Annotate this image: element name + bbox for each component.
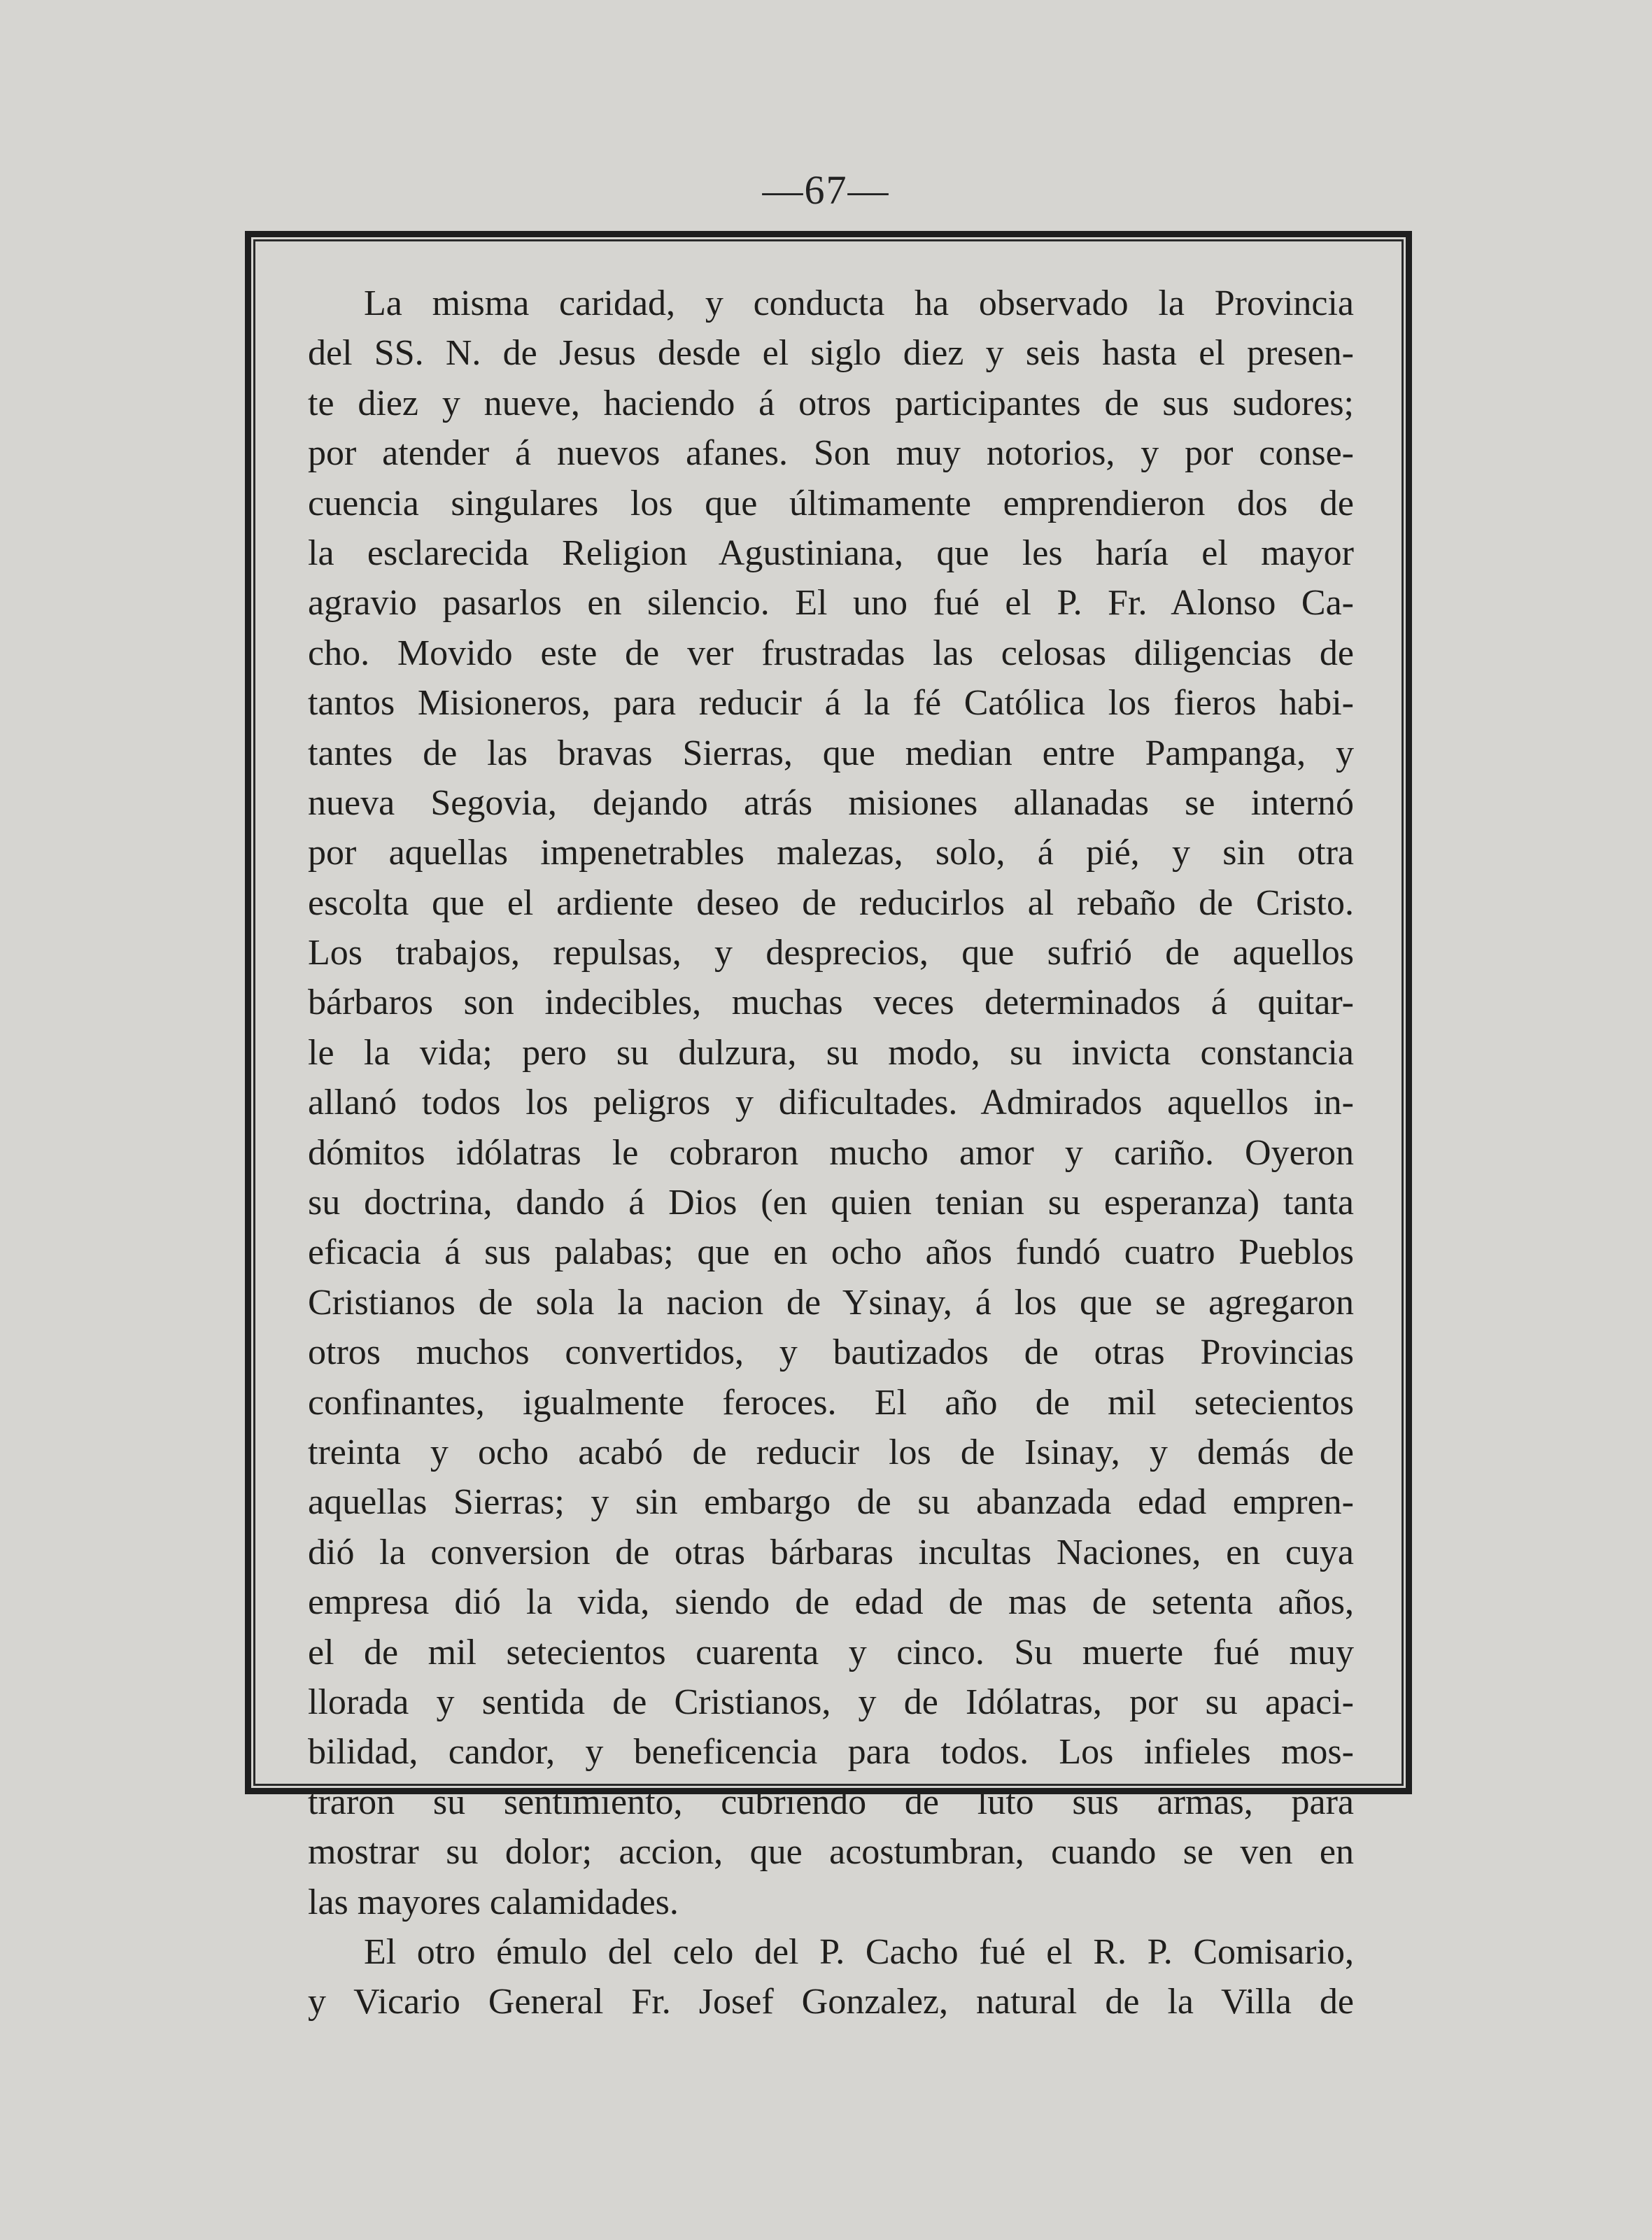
text-line: el de mil setecientos cuarenta y cinco. Su muerte fué muy xyxy=(308,1632,1354,1672)
text-line: le la vida; pero su dulzura, su modo, su invicta constancia xyxy=(308,1032,1354,1073)
text-line: cho. Movido este de ver frustradas las celosas diligencias de xyxy=(308,633,1354,673)
text-line: cuencia singulares los que últimamente emprendieron dos de xyxy=(308,483,1354,523)
text-line: bárbaros son indecibles, muchas veces determinados á quitar- xyxy=(308,982,1354,1023)
text-line: por aquellas impenetrables malezas, solo, á pié, y sin otra xyxy=(308,833,1354,873)
text-line: otros muchos convertidos, y bautizados de otras Provincias xyxy=(308,1332,1354,1373)
body-text xyxy=(308,279,1354,2027)
text-line: su doctrina, dando á Dios (en quien tenian su esperanza) tanta xyxy=(308,1183,1354,1223)
text-line: dómitos idólatras le cobraron mucho amor y cariño. Oyeron xyxy=(308,1132,1354,1173)
text-line: del SS. N. de Jesus desde el siglo diez y seis hasta el presen- xyxy=(308,333,1354,374)
text-line: aquellas Sierras; y sin embargo de su abanzada edad empren- xyxy=(308,1482,1354,1523)
text-line: La misma caridad, y conducta ha observado la Provincia xyxy=(364,283,1354,323)
text-line: Los trabajos, repulsas, y desprecios, que sufrió de aquellos xyxy=(308,933,1354,973)
text-line: empresa dió la vida, siendo de edad de mas de setenta años, xyxy=(308,1582,1354,1623)
page-number: —67— xyxy=(762,167,890,213)
text-line: bilidad, candor, y beneficencia para todos. Los infieles mos- xyxy=(308,1732,1354,1773)
text-line: nueva Segovia, dejando atrás misiones allanadas se internó xyxy=(308,782,1354,823)
text-line: por atender á nuevos afanes. Son muy notorios, y por conse- xyxy=(308,433,1354,474)
text-line: allanó todos los peligros y dificultades. Admirados aquellos in- xyxy=(308,1083,1354,1123)
text-line: mostrar su dolor; accion, que acostumbran, cuando se ven en xyxy=(308,1832,1354,1873)
text-line: agravio pasarlos en silencio. El uno fué el P. Fr. Alonso Ca- xyxy=(308,583,1354,624)
text-line: escolta que el ardiente deseo de reducirlos al rebaño de Cristo. xyxy=(308,882,1354,923)
text-line: Cristianos de sola la nacion de Ysinay, á los que se agregaron xyxy=(308,1282,1354,1323)
text-line: la esclarecida Religion Agustiniana, que les haría el mayor xyxy=(308,533,1354,573)
text-line: tantos Misioneros, para reducir á la fé Católica los fieros habi- xyxy=(308,683,1354,724)
text-line: El otro émulo del celo del P. Cacho fué el R. P. Comisario, xyxy=(364,1931,1354,1972)
text-line: y Vicario General Fr. Josef Gonzalez, natural de la Villa de xyxy=(308,1982,1354,2022)
text-line: treinta y ocho acabó de reducir los de Isinay, y demás de xyxy=(308,1432,1354,1472)
text-line: dió la conversion de otras bárbaras incultas Naciones, en cuya xyxy=(308,1532,1354,1572)
text-line: te diez y nueve, haciendo á otros participantes de sus sudores; xyxy=(308,383,1354,423)
text-line: traron su sentimiento, cubriendo de luto sus armas, para xyxy=(308,1782,1354,1822)
text-line: las mayores calamidades. xyxy=(308,1882,679,1922)
text-line: tantes de las bravas Sierras, que median entre Pampanga, y xyxy=(308,733,1354,773)
text-line: eficacia á sus palabas; que en ocho años fundó cuatro Pueblos xyxy=(308,1232,1354,1273)
text-line: llorada y sentida de Cristianos, y de Idólatras, por su apaci- xyxy=(308,1682,1354,1722)
text-line: confinantes, igualmente feroces. El año de mil setecientos xyxy=(308,1382,1354,1423)
